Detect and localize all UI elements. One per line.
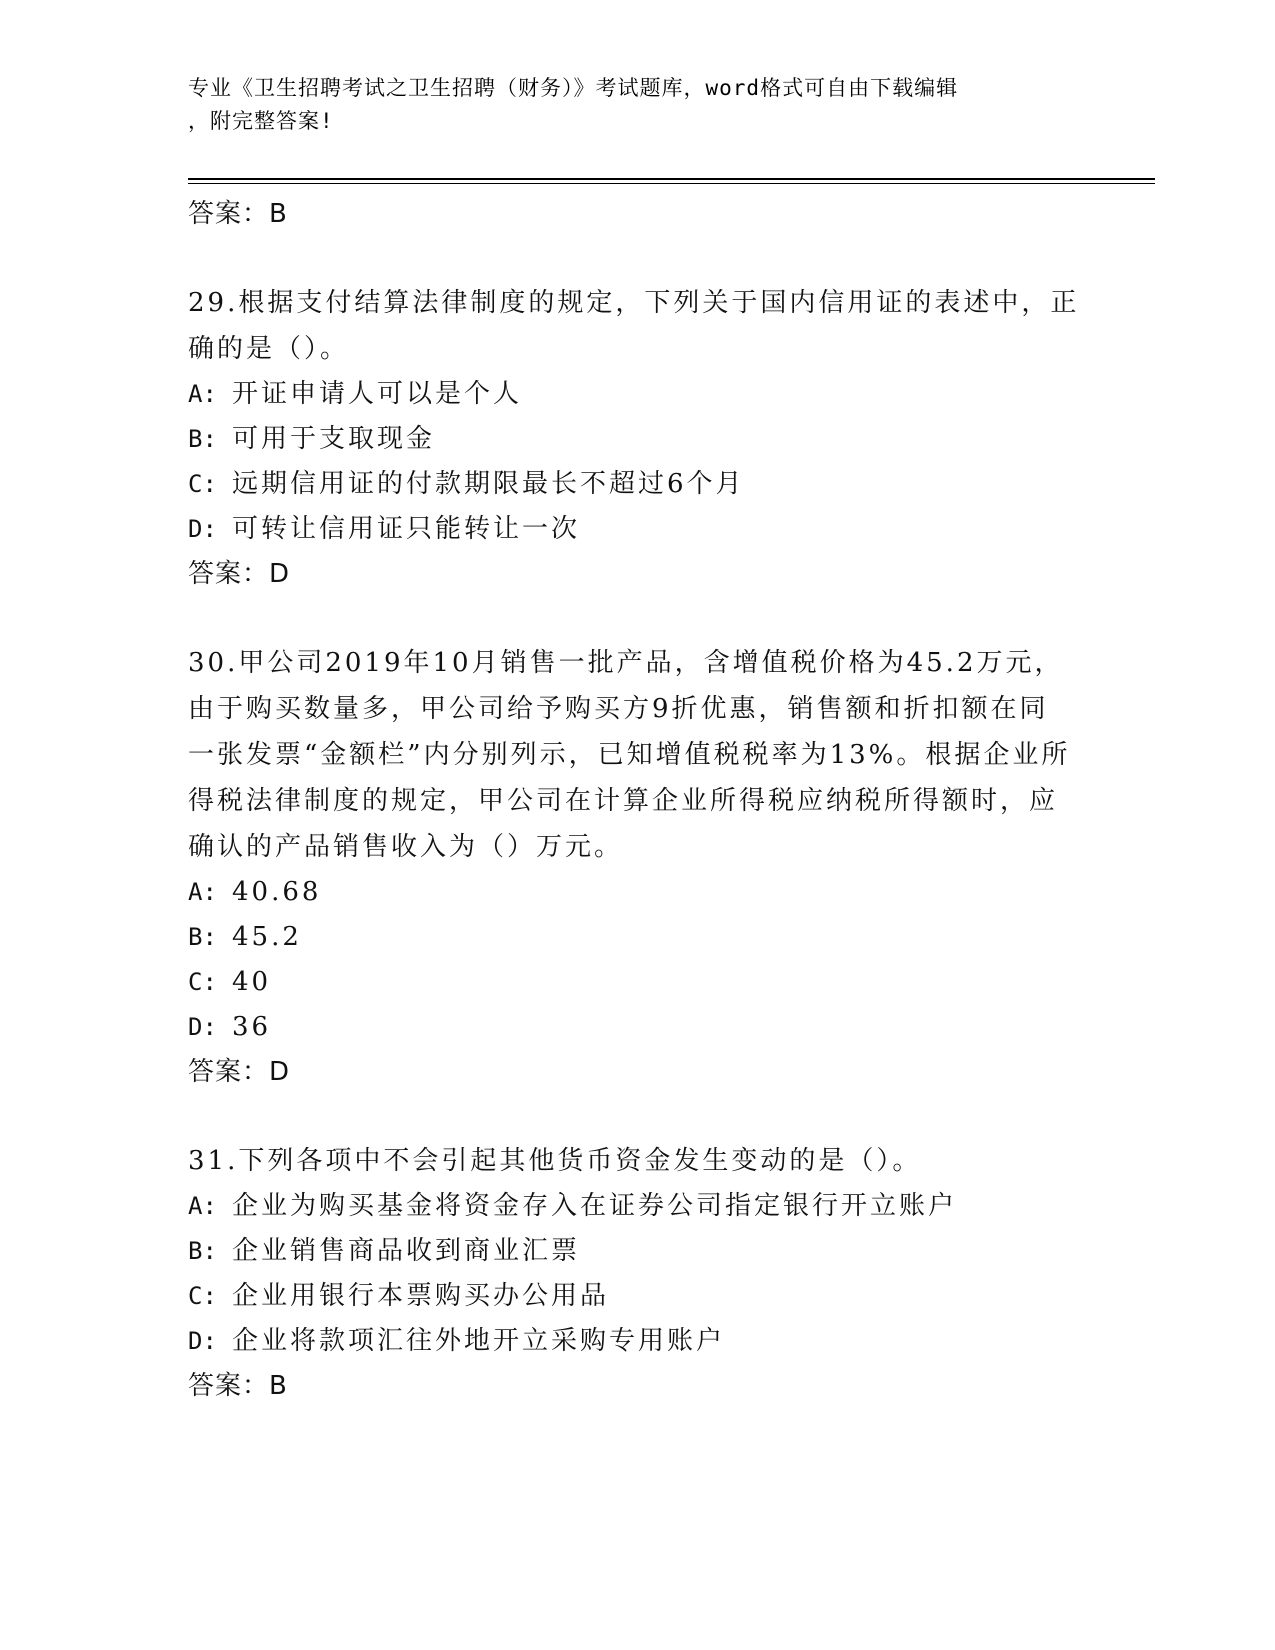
question-stem-line: 一张发票“金额栏”内分别列示，已知增值税税率为13%。根据企业所: [188, 740, 1071, 770]
answer-option: [188, 417, 1088, 462]
question-stem-line: 30.甲公司2019年10月销售一批产品，含增值税价格为45.2万元，: [188, 648, 1064, 678]
option-letter: C:: [188, 968, 217, 996]
answer-line: 答案：D: [188, 559, 291, 589]
answer-option: [188, 1005, 1088, 1050]
header-line-1: 专业《卫生招聘考试之卫生招聘（财务）》考试题库，word格式可自由下载编辑: [188, 76, 959, 100]
answer-option: [188, 1229, 1088, 1274]
questions-container: [188, 280, 1088, 1408]
option-letter: D:: [188, 1327, 217, 1355]
option-letter: B:: [188, 1237, 217, 1265]
answer-line: 答案：B: [188, 1371, 288, 1401]
answer-option: [188, 870, 1088, 915]
option-text: 可转让信用证只能转让一次: [232, 514, 581, 544]
answer-line: 答案：D: [188, 1057, 291, 1087]
answer-option: [188, 1184, 1088, 1229]
question-block: [188, 1138, 1088, 1408]
option-letter: C:: [188, 470, 217, 498]
option-letter: A:: [188, 878, 217, 906]
option-text: 企业销售商品收到商业汇票: [232, 1236, 581, 1266]
answer-option: [188, 372, 1088, 417]
answer-option: [188, 1319, 1088, 1364]
option-text: 40: [232, 967, 272, 997]
question-stem-line: 确认的产品销售收入为（）万元。: [188, 832, 624, 862]
answer-option: [188, 915, 1088, 960]
option-text: 可用于支取现金: [232, 424, 436, 454]
option-text: 40.68: [232, 877, 322, 907]
option-letter: D:: [188, 1013, 217, 1041]
option-text: 企业为购买基金将资金存入在证券公司指定银行开立账户: [232, 1191, 958, 1221]
question-stem-line: 确的是（）。: [188, 334, 350, 364]
answer-option: [188, 507, 1088, 552]
option-letter: D:: [188, 515, 217, 543]
question-block: [188, 280, 1088, 596]
option-text: 36: [232, 1012, 272, 1042]
answer-line: 答案：B: [188, 199, 288, 229]
option-text: 45.2: [232, 922, 302, 952]
answer-option: [188, 462, 1088, 507]
option-letter: B:: [188, 425, 217, 453]
option-letter: A:: [188, 380, 217, 408]
question-stem-line: 29.根据支付结算法律制度的规定，下列关于国内信用证的表述中，正: [188, 288, 1080, 318]
option-text: 远期信用证的付款期限最长不超过6个月: [232, 469, 745, 499]
page-header: [188, 72, 1088, 138]
question-stem-line: 由于购买数量多，甲公司给予购买方9折优惠，销售额和折扣额在同: [188, 694, 1049, 724]
header-divider: [188, 178, 1155, 180]
header-divider-thin: [188, 183, 1155, 184]
option-letter: B:: [188, 923, 217, 951]
option-text: 企业将款项汇往外地开立采购专用账户: [232, 1326, 726, 1356]
question-stem-line: 得税法律制度的规定，甲公司在计算企业所得税应纳税所得额时，应: [188, 786, 1059, 816]
option-text: 企业用银行本票购买办公用品: [232, 1281, 610, 1311]
option-letter: A:: [188, 1192, 217, 1220]
answer-option: [188, 960, 1088, 1005]
question-list: [188, 192, 1088, 1408]
answer-option: [188, 1274, 1088, 1319]
header-line-2: ，附完整答案!: [188, 109, 334, 133]
option-text: 开证申请人可以是个人: [232, 379, 523, 409]
option-letter: C:: [188, 1282, 217, 1310]
question-block: [188, 640, 1088, 1094]
question-stem-line: 31.下列各项中不会引起其他货币资金发生变动的是（）。: [188, 1146, 922, 1176]
